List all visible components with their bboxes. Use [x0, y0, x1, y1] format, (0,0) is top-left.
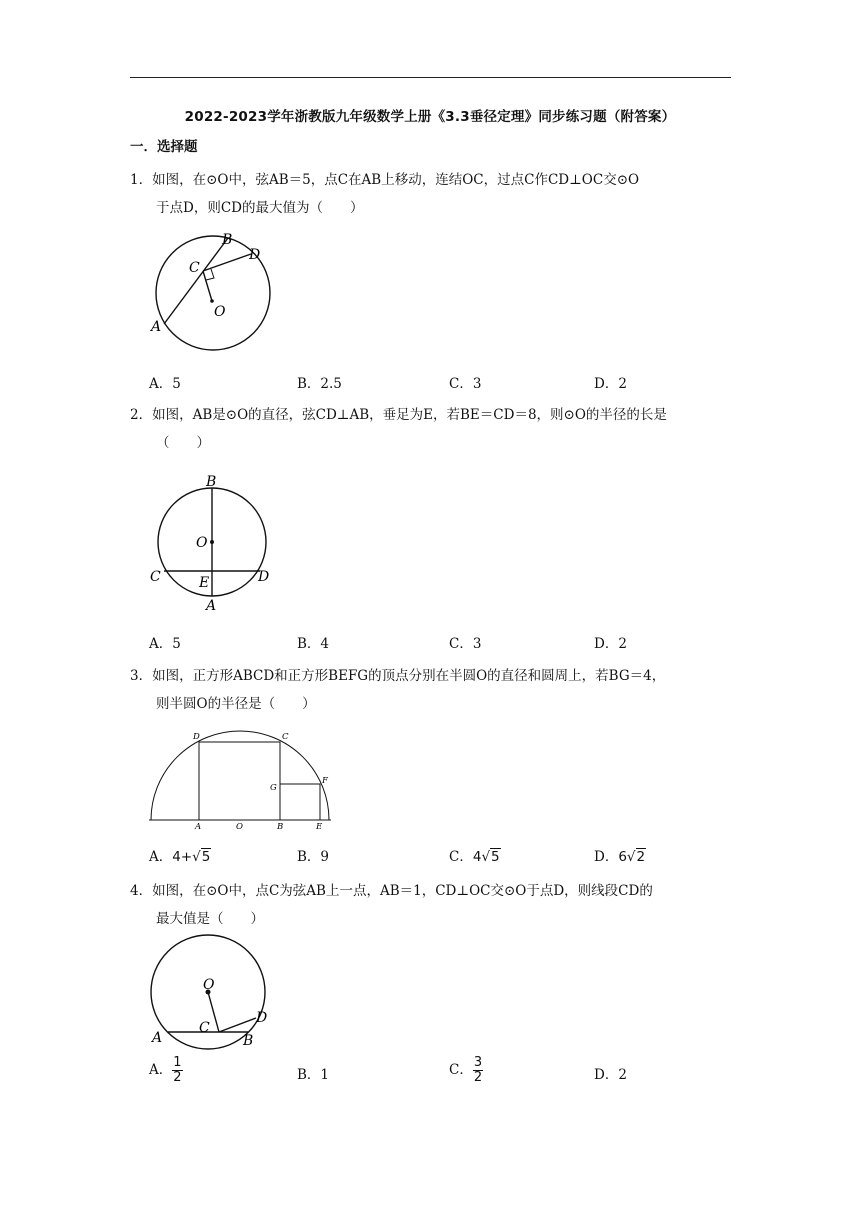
header-rule: [130, 77, 731, 78]
label-E: E: [316, 822, 323, 832]
label-G: G: [270, 783, 277, 793]
q2-option-b: B．4: [297, 636, 330, 652]
question-3-line-1: 3．如图，正方形ABCD和正方形BEFG的顶点分别在半圆O的直径和圆周上，若BG＝4，: [130, 668, 666, 684]
label-O: O: [214, 304, 226, 320]
label-O: O: [236, 822, 243, 832]
question-1-line-2: 于点D，则CD的最大值为（ ）: [156, 200, 364, 216]
q1-option-b: B．2.5: [297, 376, 342, 392]
question-1-line-1: 1．如图，在⊙O中，弦AB＝5，点C在AB上移动，连结OC，过点C作CD⊥OC交⊙O: [130, 172, 640, 188]
question-3-figure: [146, 728, 336, 833]
section-heading: 一．选择题: [130, 139, 198, 155]
question-4-line-1: 4．如图，在⊙O中，点C为弦AB上一点，AB＝1，CD⊥OC交⊙O于点D，则线段CD的: [130, 883, 653, 899]
label-D: D: [256, 1010, 268, 1026]
label-D: D: [193, 732, 200, 742]
label-A: A: [195, 822, 202, 832]
label-O: O: [196, 535, 208, 551]
q3-option-d: D．6√2: [594, 849, 646, 865]
q3-option-a: A．4+√5: [149, 849, 211, 865]
q4-option-a: A． $\frac{1}{2}$: [149, 1055, 182, 1085]
label-B: B: [222, 232, 233, 248]
label-F: F: [322, 776, 328, 786]
q2-option-a: A．5: [149, 636, 181, 652]
label-E: E: [199, 575, 210, 591]
page-title: 2022-2023学年浙教版九年级数学上册《3.3垂径定理》同步练习题（附答案）: [184, 109, 676, 125]
question-2: [130, 401, 667, 457]
question-1-figure: [150, 230, 290, 370]
q1-option-c: C．3: [449, 376, 482, 392]
q2-option-c: C．3: [449, 636, 482, 652]
q4-option-b: B．1: [297, 1067, 330, 1083]
label-O: O: [203, 977, 215, 993]
label-B: B: [243, 1033, 254, 1049]
question-2-line-1: 2．如图，AB是⊙O的直径，弦CD⊥AB，垂足为E，若BE＝CD＝8，则⊙O的半径的长是: [130, 407, 667, 423]
label-D: D: [249, 247, 261, 263]
question-4: [130, 877, 653, 933]
label-B: B: [277, 822, 284, 832]
question-4-line-2: 最大值是（ ）: [156, 911, 264, 927]
label-A: A: [152, 1030, 163, 1046]
question-3-line-2: 则半圆O的半径是（ ）: [156, 696, 316, 712]
q3-option-b: B．9: [297, 849, 330, 865]
label-A: A: [206, 598, 217, 614]
label-C: C: [150, 569, 161, 585]
q4-option-c: C． $\frac{3}{2}$: [449, 1055, 483, 1085]
q2-option-d: D．2: [594, 636, 627, 652]
label-C: C: [199, 1020, 210, 1036]
question-2-figure: [146, 470, 286, 620]
q1-option-d: D．2: [594, 376, 627, 392]
label-B: B: [206, 474, 217, 490]
question-3: [130, 662, 665, 718]
label-C: C: [282, 732, 289, 742]
q4-option-d: D．2: [594, 1067, 627, 1083]
question-2-line-2: （ ）: [156, 435, 210, 451]
label-A: A: [151, 319, 162, 335]
question-4-figure: [146, 935, 286, 1055]
q3-option-c: C．4√5: [449, 849, 500, 865]
label-D: D: [258, 569, 270, 585]
question-1: [130, 166, 639, 222]
label-C: C: [189, 260, 200, 276]
q1-option-a: A．5: [149, 376, 181, 392]
